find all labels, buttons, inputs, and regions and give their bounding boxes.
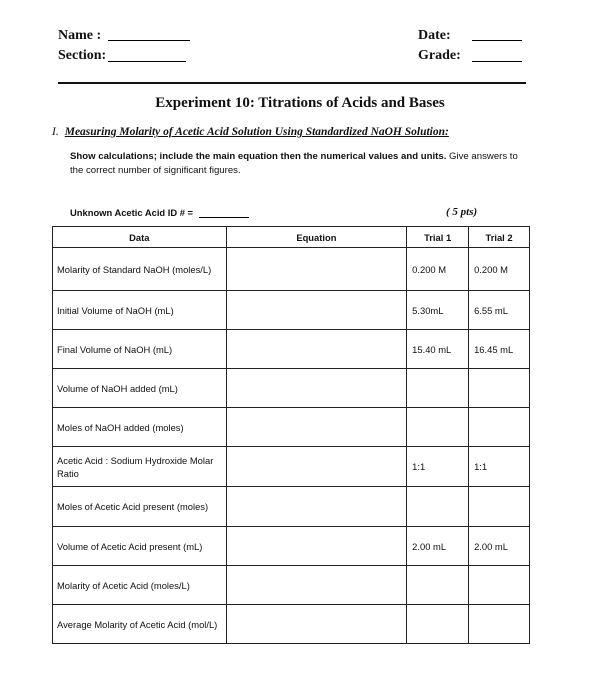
trial1-cell[interactable]: 5.30mL [407,291,469,330]
table-row [53,487,530,527]
trial2-cell[interactable] [469,369,530,408]
table-row [53,369,530,408]
table-row [53,566,530,605]
trial1-cell[interactable]: 0.200 M [407,248,469,291]
equation-cell[interactable] [226,566,407,605]
row-label: Average Molarity of Acetic Acid (mol/L) [53,605,227,644]
trial1-cell[interactable]: 15.40 mL [407,330,469,369]
table-row [53,447,530,487]
equation-cell[interactable] [226,369,407,408]
equation-cell[interactable] [226,248,407,291]
section-heading [52,126,449,138]
name-label: Name : [58,28,102,43]
section-label: Section: [58,48,107,63]
trial2-cell[interactable] [469,487,530,527]
row-label: Volume of Acetic Acid present (mL) [53,527,227,566]
table-row [53,605,530,644]
trial2-cell[interactable]: 16.45 mL [469,330,530,369]
instructions-normal: Give answers to the correct number of significant figures. [70,151,518,176]
column-header-data: Data [53,227,227,248]
column-header-equation: Equation [226,227,407,248]
unknown-id-label: Unknown Acetic Acid ID # = [70,207,194,218]
row-label: Moles of Acetic Acid present (moles) [53,487,227,527]
section-field[interactable] [108,61,186,62]
equation-cell[interactable] [226,291,407,330]
page-title: Experiment 10: Titrations of Acids and Bases [155,95,445,111]
row-label: Initial Volume of NaOH (mL) [53,291,227,330]
table-row [53,291,530,330]
row-label: Final Volume of NaOH (mL) [53,330,227,369]
trial2-cell[interactable]: 0.200 M [469,248,530,291]
points-label: ( 5 pts) [446,206,478,218]
trial1-cell[interactable]: 2.00 mL [407,527,469,566]
header-divider [58,82,526,84]
row-label: Volume of NaOH added (mL) [53,369,227,408]
row-label: Molarity of Standard NaOH (moles/L) [53,248,227,291]
table-row [53,527,530,566]
equation-cell[interactable] [226,605,407,644]
equation-cell[interactable] [226,447,407,487]
equation-cell[interactable] [226,408,407,447]
trial2-cell[interactable]: 1:1 [469,447,530,487]
date-field[interactable] [472,40,522,41]
trial1-cell[interactable] [407,408,469,447]
trial2-cell[interactable]: 6.55 mL [469,291,530,330]
row-label: Moles of NaOH added (moles) [53,408,227,447]
data-table [52,226,530,644]
name-field[interactable] [108,40,190,41]
table-row [53,330,530,369]
grade-field[interactable] [472,61,522,62]
row-label: Molarity of Acetic Acid (moles/L) [53,566,227,605]
trial2-cell[interactable] [469,566,530,605]
trial1-cell[interactable]: 1:1 [407,447,469,487]
column-header-trial1: Trial 1 [407,227,469,248]
trial1-cell[interactable] [407,605,469,644]
trial1-cell[interactable] [407,487,469,527]
row-label: Acetic Acid : Sodium Hydroxide Molar Ratio [53,447,227,487]
date-label: Date: [418,28,451,43]
trial2-cell[interactable] [469,605,530,644]
instructions [70,150,530,178]
unknown-id-row [70,207,249,218]
table-row [53,248,530,291]
trial1-cell[interactable] [407,566,469,605]
column-header-trial2: Trial 2 [469,227,530,248]
section-title: Measuring Molarity of Acetic Acid Solution Using Standardized NaOH Solution: [64,126,449,138]
trial1-cell[interactable] [407,369,469,408]
equation-cell[interactable] [226,527,407,566]
trial2-cell[interactable]: 2.00 mL [469,527,530,566]
equation-cell[interactable] [226,487,407,527]
table-header-row [53,227,530,248]
equation-cell[interactable] [226,330,407,369]
table-row [53,408,530,447]
trial2-cell[interactable] [469,408,530,447]
instructions-bold: Show calculations; include the main equation then the numerical values and units. [70,151,447,162]
grade-label: Grade: [418,48,461,63]
section-number: I. [52,126,59,138]
unknown-id-field[interactable] [199,217,249,218]
